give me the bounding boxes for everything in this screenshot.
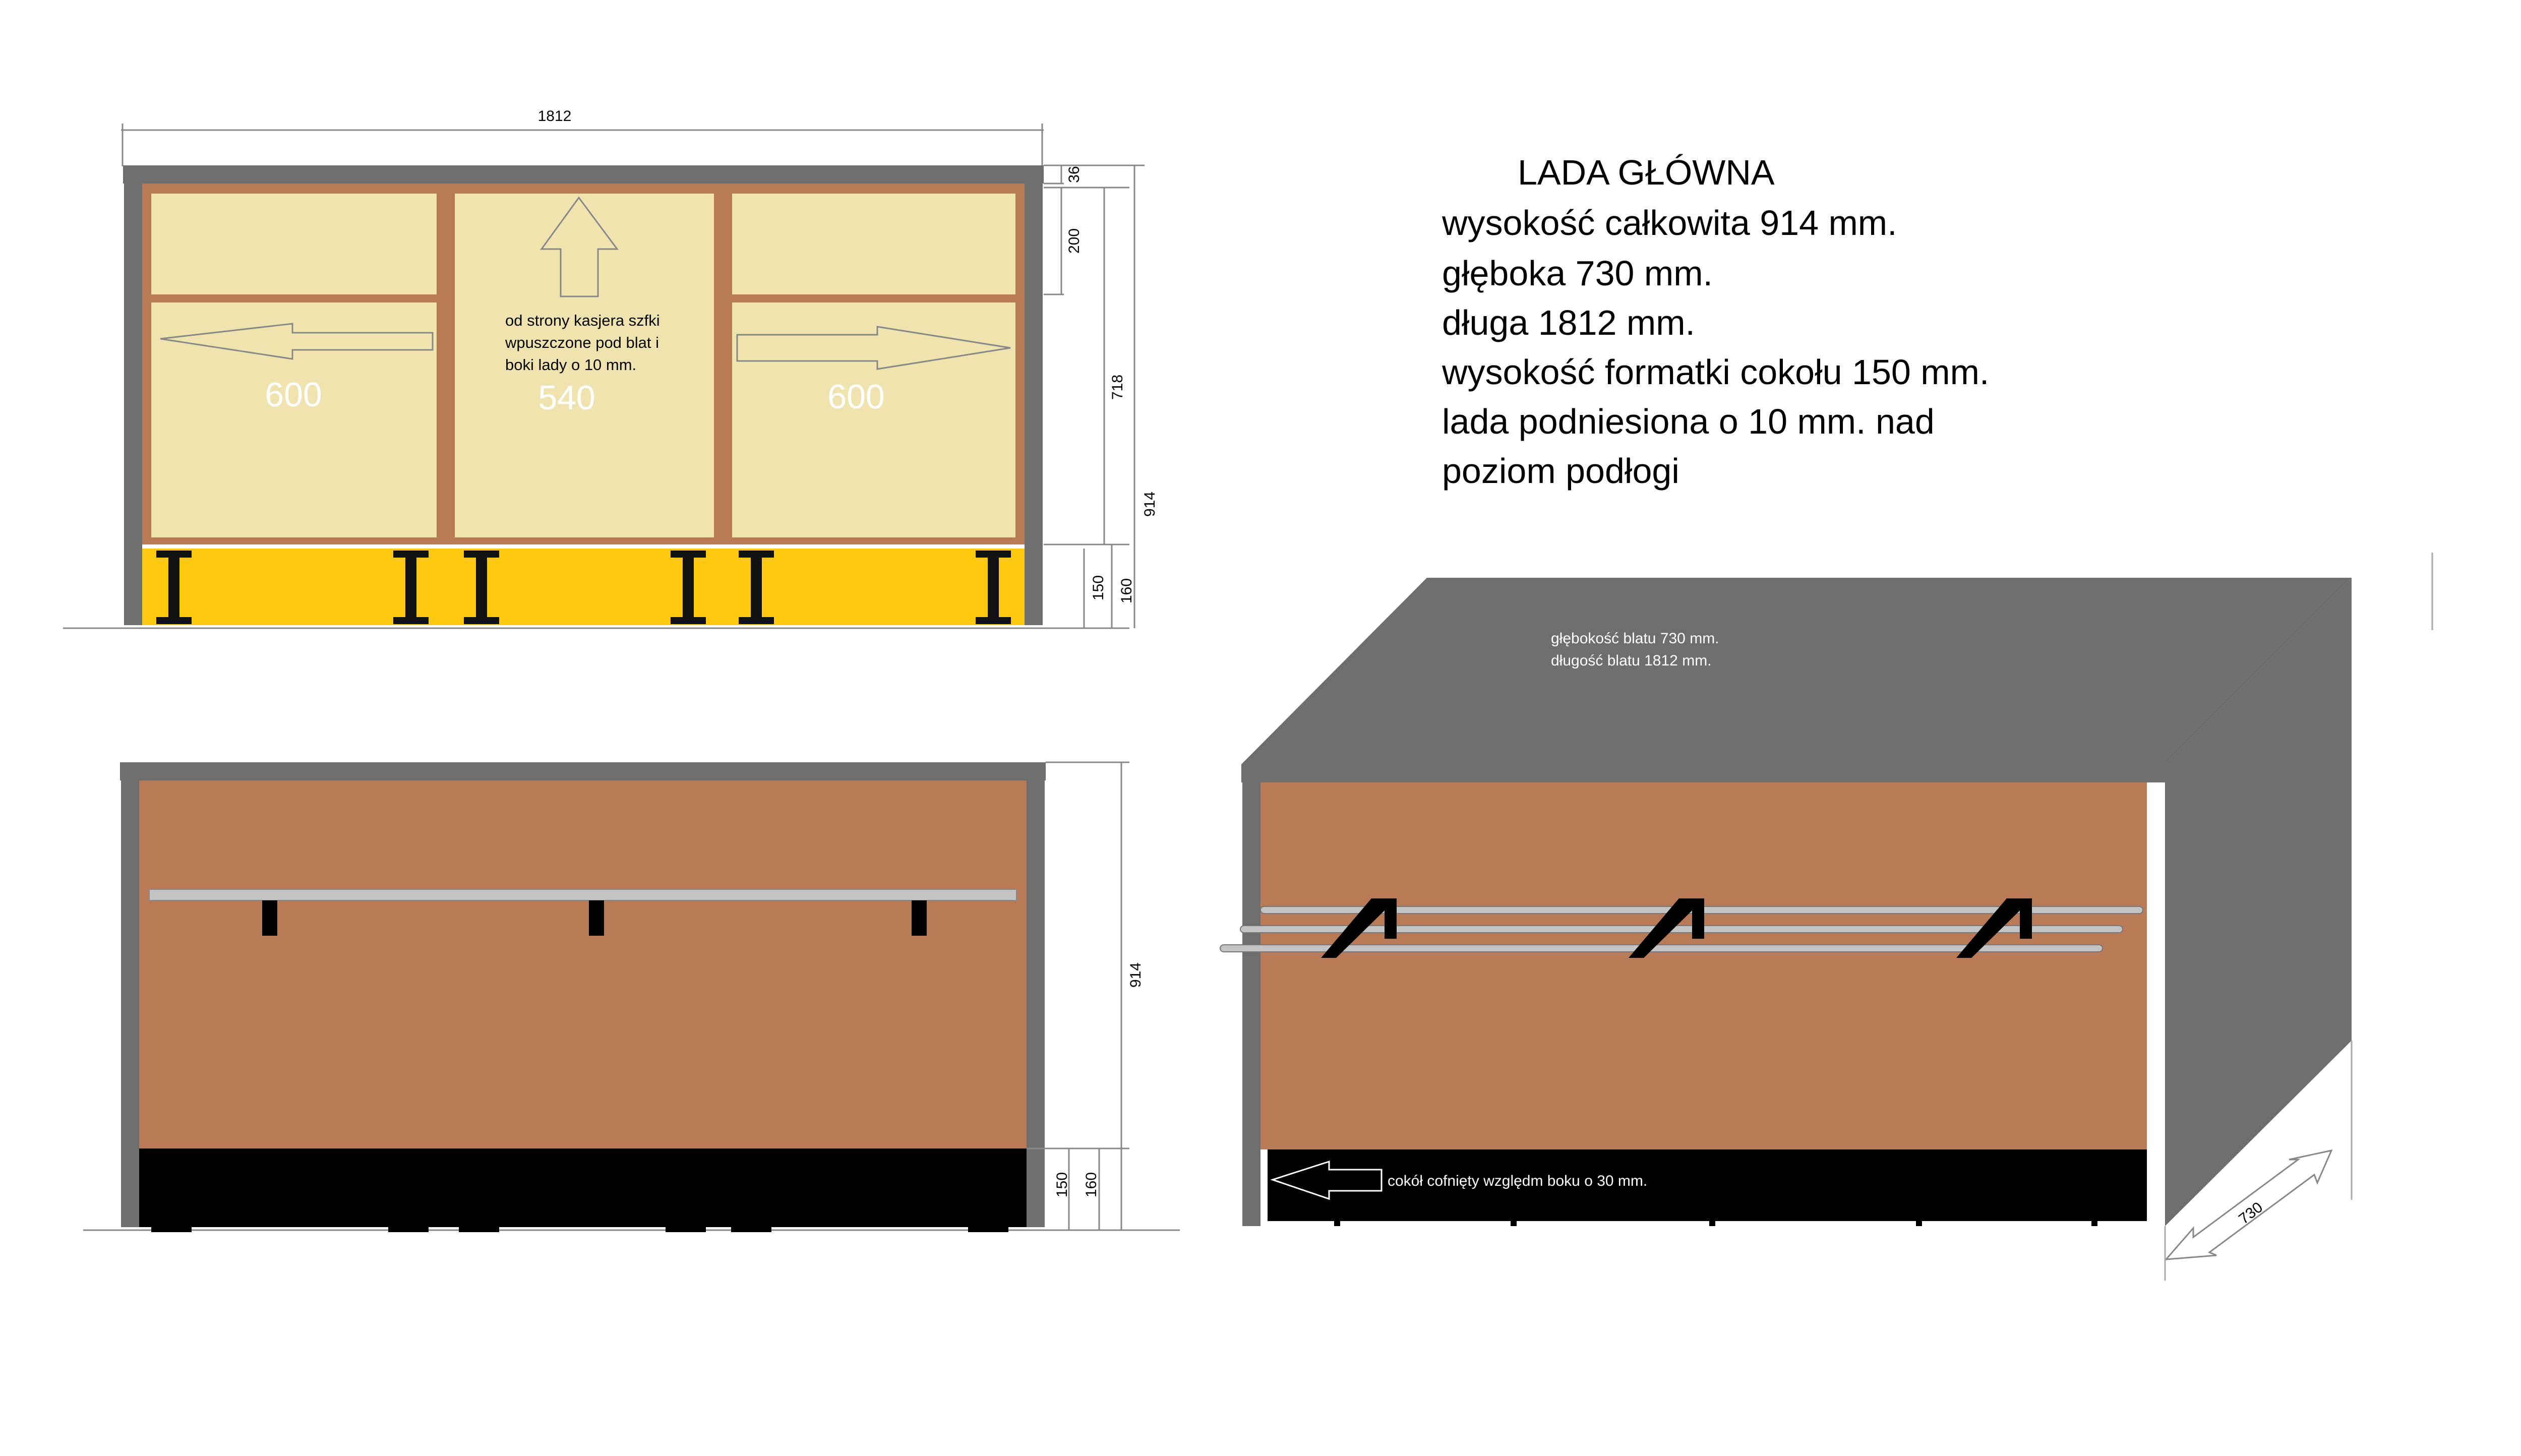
side-panel-right xyxy=(1025,184,1043,625)
plinth-front xyxy=(142,549,1025,625)
dim-plinth-total: 160 xyxy=(1118,578,1135,604)
top-note-length: długość blatu 1812 mm. xyxy=(1551,652,1712,669)
dim-drawer: 200 xyxy=(1066,228,1083,254)
spec-line-1: wysokość całkowita 914 mm. xyxy=(1442,203,1897,242)
countertop-back xyxy=(120,762,1046,780)
vertical-dimensions xyxy=(1044,165,1145,628)
dim-plinth: 150 xyxy=(1090,575,1107,601)
spec-block xyxy=(1442,153,1989,491)
dim-total: 914 xyxy=(1127,962,1144,988)
cashier-note-line-2: wpuszczone pod blat i xyxy=(505,334,659,351)
cabinet-right-width: 600 xyxy=(827,378,885,416)
side-panel-right xyxy=(1027,780,1045,1227)
dim-plinth: 150 xyxy=(1054,1172,1070,1198)
spec-title: LADA GŁÓWNA xyxy=(1518,153,1775,192)
countertop-top xyxy=(1241,578,2352,764)
spec-line-5: lada podniesiona o 10 mm. nad xyxy=(1442,402,1935,441)
cashier-note-line-1: od strony kasjera szfki xyxy=(505,312,660,329)
cabinet-right-drawer xyxy=(732,194,1015,294)
spec-line-3: długa 1812 mm. xyxy=(1442,303,1695,342)
depth-dimension-label: 730 xyxy=(2236,1199,2266,1228)
plinth-back xyxy=(139,1148,1027,1227)
dim-top-thickness: 36 xyxy=(1066,166,1083,183)
spec-line-4: wysokość formatki cokołu 150 mm. xyxy=(1442,352,1990,392)
spec-line-6: poziom podłogi xyxy=(1442,451,1679,491)
spec-line-2: głęboka 730 mm. xyxy=(1442,254,1713,293)
cabinet-left-drawer xyxy=(151,194,437,294)
dim-total: 914 xyxy=(1142,491,1158,517)
rail-bracket xyxy=(589,900,604,936)
foot-rails xyxy=(1220,898,2143,958)
cabinet-left-width: 600 xyxy=(265,376,322,414)
top-note-depth: głębokość blatu 730 mm. xyxy=(1551,630,1719,647)
front-panel xyxy=(1260,782,2147,1149)
side-panel-left xyxy=(121,780,139,1227)
cabinet-left-body xyxy=(151,302,437,537)
width-dimension-label: 1812 xyxy=(537,108,572,125)
cashier-note-line-3: boki lady o 10 mm. xyxy=(505,356,637,374)
side-panel-left xyxy=(124,184,142,625)
dim-plinth-total: 160 xyxy=(1083,1172,1100,1198)
foot-rail xyxy=(149,889,1016,900)
countertop-edge xyxy=(1241,764,2165,782)
cabinet-middle-width: 540 xyxy=(538,379,595,417)
perspective-view xyxy=(1220,553,2432,1281)
back-panel xyxy=(139,780,1027,1148)
front-view xyxy=(63,108,1158,628)
plinth-feet xyxy=(1334,1221,2097,1226)
rail-bracket xyxy=(912,900,927,936)
cabinet-right-body xyxy=(732,302,1015,537)
plinth-note: cokół cofnięty względm boku o 30 mm. xyxy=(1388,1173,1648,1189)
side-panel-left xyxy=(1242,782,1260,1226)
back-view xyxy=(83,762,1180,1232)
rail-bracket xyxy=(262,900,277,936)
dim-cabinet: 718 xyxy=(1109,374,1126,400)
countertop-front xyxy=(123,165,1044,184)
